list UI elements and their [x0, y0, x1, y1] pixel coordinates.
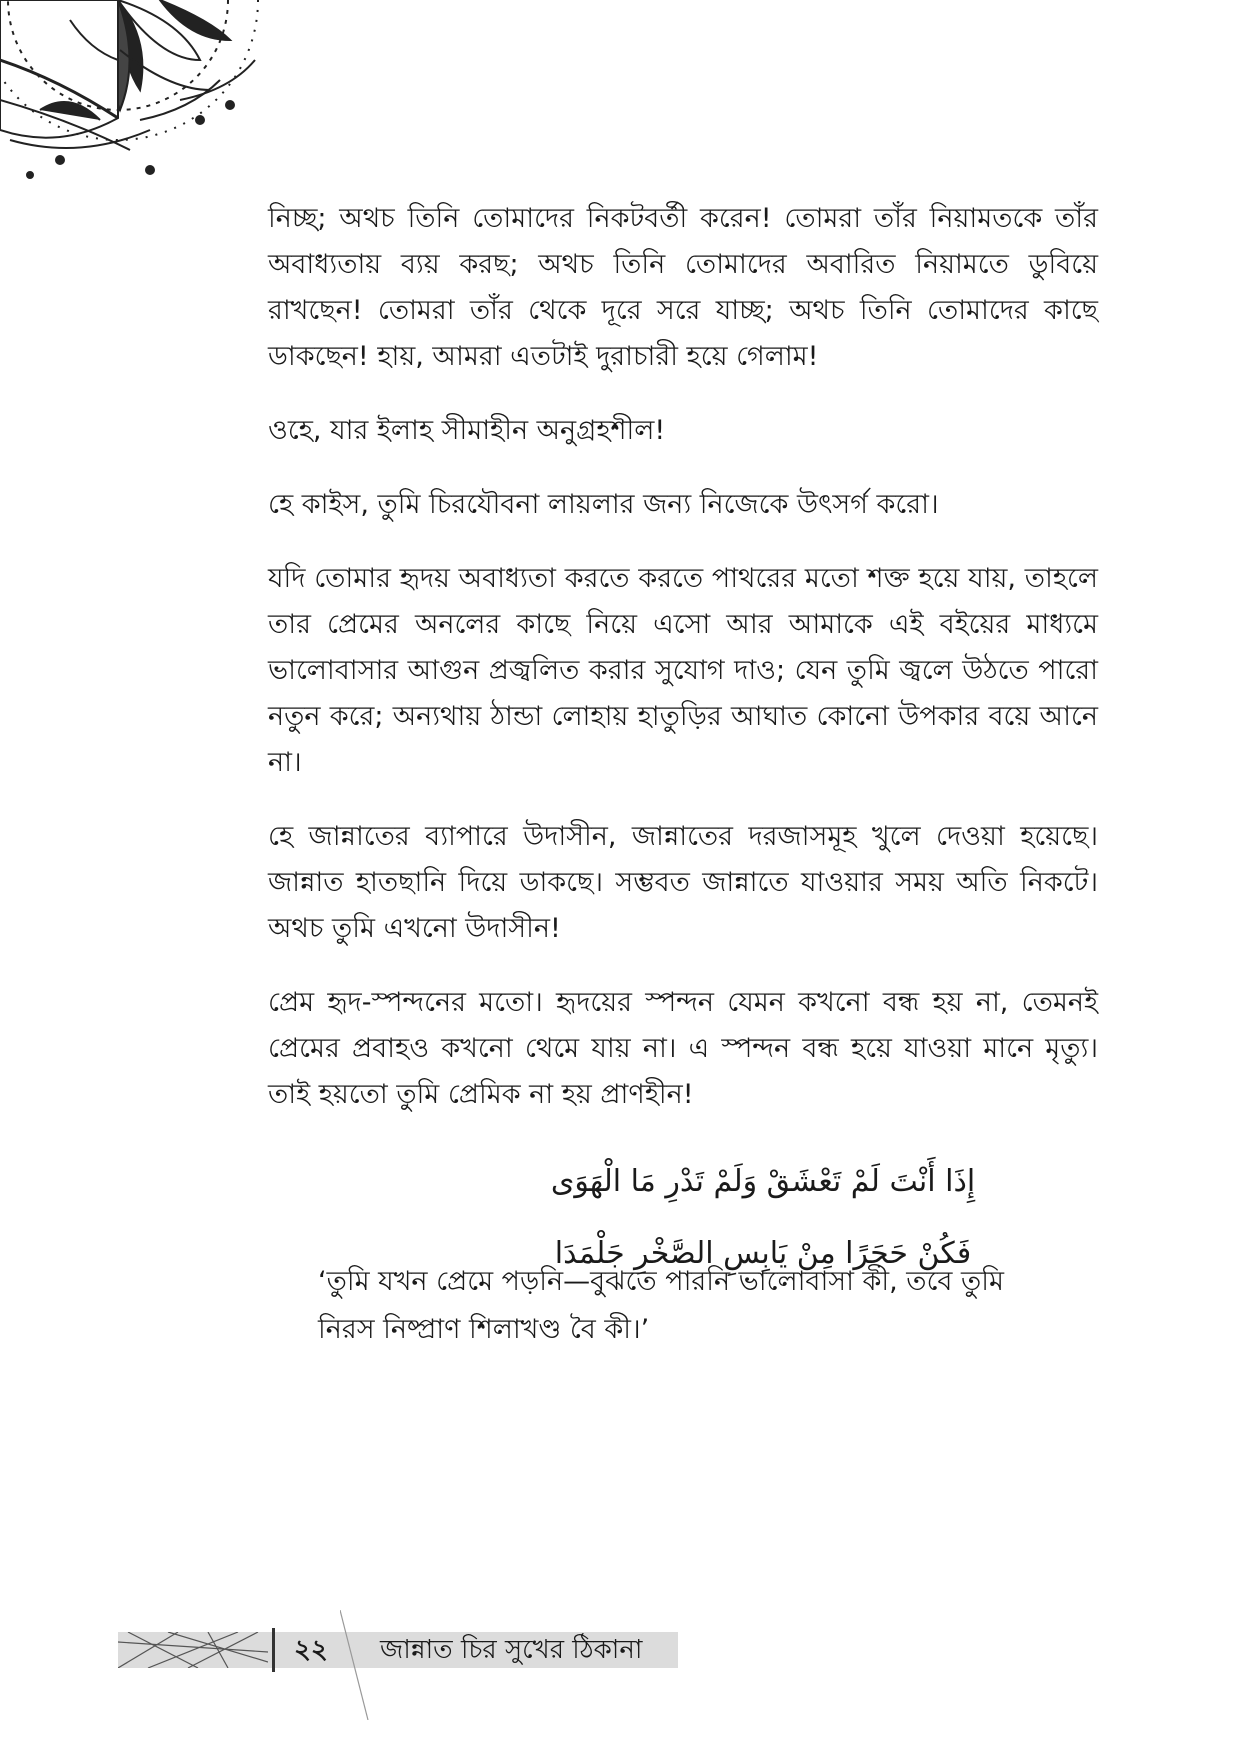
footer-decorative-line [340, 1610, 400, 1720]
paragraph: হে কাইস, তুমি চিরযৌবনা লায়লার জন্য নিজেকে উৎসর্গ করো। [268, 489, 939, 520]
paragraph: যদি তোমার হৃদয় অবাধ্যতা করতে করতে পাথরের মতো শক্ত হয়ে যায়, তাহলে তার প্রেমের অনলের কাছে নিয়ে এসো আর আমাকে এই বইয়ের মাধ্যমে ভালোবাসার আগুন প্রজ্বলিত করার সুযোগ দাও; যেন তুমি জ্বলে উঠতে পারো নতুন করে; অন্যথায় ঠান্ডা লোহায় হাতুড়ির আঘাত কোনো উপকার বয়ে আনে না। [268, 563, 1098, 778]
paragraph: নিচ্ছ; অথচ তিনি তোমাদের নিকটবর্তী করেন! তোমরা তাঁর নিয়ামতকে তাঁর অবাধ্যতায় ব্যয় করছ; অথচ তিনি তোমাদের অবারিত নিয়ামতে ডুবিয়ে রাখছেন! তোমরা তাঁর থেকে দূরে সরে যাচ্ছ; অথচ তিনি তোমাদের কাছে ডাকছেন! হায়, আমরা এতটাই দুরাচারী হয়ে গেলাম! [268, 203, 1098, 372]
corner-mandala-ornament [0, 0, 260, 210]
arabic-verse-line: إِذَا أَنْتَ لَمْ تَعْشَقْ وَلَمْ تَدْرِ مَا الْهَوَى [550, 1164, 976, 1199]
footer-separator [272, 1628, 275, 1672]
translation-line: নিরস নিষ্প্রাণ শিলাখণ্ড বৈ কী।’ [318, 1314, 650, 1345]
main-text [268, 196, 1098, 1290]
book-title: জান্নাত চির সুখের ঠিকানা [380, 1635, 643, 1665]
arabic-verse-line: فَكُنْ حَجَرًا مِنْ يَابِسِ الصَّخْرِ جَلْمَدَا [554, 1236, 972, 1271]
paragraph: হে জান্নাতের ব্যাপারে উদাসীন, জান্নাতের দরজাসমূহ খুলে দেওয়া হয়েছে। জান্নাত হাতছানি দিয়ে ডাকছে। সম্ভবত জান্নাতে যাওয়ার সময় অতি নিকটে। অথচ তুমি এখনো উদাসীন! [268, 821, 1098, 944]
footer-line-pattern [118, 1632, 268, 1668]
paragraph: ওহে, যার ইলাহ সীমাহীন অনুগ্রহশীল! [268, 415, 666, 446]
verse-translation [318, 1258, 1058, 1354]
page-number: ২২ [294, 1635, 328, 1665]
translation-line: ‘তুমি যখন প্রেমে পড়নি—বুঝতে পারনি ভালোবাসা কী, তবে তুমি [318, 1266, 1005, 1297]
paragraph: প্রেম হৃদ-স্পন্দনের মতো। হৃদয়ের স্পন্দন যেমন কখনো বন্ধ হয় না, তেমনই প্রেমের প্রবাহও কখনো থেমে যায় না। এ স্পন্দন বন্ধ হয়ে যাওয়া মানে মৃত্যু। তাই হয়তো তুমি প্রেমিক না হয় প্রাণহীন! [268, 987, 1098, 1110]
